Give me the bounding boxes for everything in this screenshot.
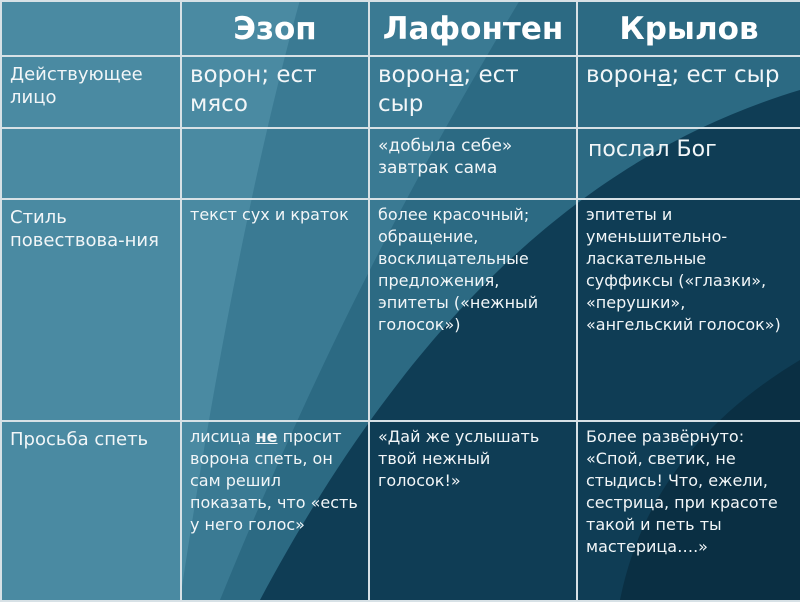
krylov-character-underlined-ending: а (657, 62, 672, 88)
cell-lafontaine-character (369, 56, 577, 128)
header-row (1, 1, 800, 56)
cell-krylov-style: эпитеты и уменьшительно-ласкательные суффиксы («глазки», «перушки», «ангельский голосок») (577, 199, 800, 421)
lafontaine-character-underlined-ending: а (449, 62, 464, 88)
header-aesop: Эзоп (181, 1, 369, 56)
header-lafontaine: Лафонтен (369, 1, 577, 56)
cell-aesop-source (181, 128, 369, 199)
row-request (1, 421, 800, 601)
row-style (1, 199, 800, 421)
aesop-request-text-a: лисица (190, 427, 256, 446)
cell-lafontaine-style: более красочный; обращение, восклицательные предложения, эпитеты («нежный голосок») (369, 199, 577, 421)
header-empty-cell (1, 1, 181, 56)
row-label-character: Действующее лицо (1, 56, 181, 128)
row-label-source (1, 128, 181, 199)
row-character (1, 56, 800, 128)
cell-aesop-style: текст сух и краток (181, 199, 369, 421)
krylov-source-text: послал Бог (588, 137, 717, 162)
header-krylov: Крылов (577, 1, 800, 56)
cell-krylov-request: Более развёрнуто: «Спой, светик, не стыдись! Что, ежели, сестрица, при красоте такой и петь ты мастерица….» (577, 421, 800, 601)
cell-aesop-character: ворон; ест мясо (181, 56, 369, 128)
aesop-request-text-b: просит ворона спеть, он сам решил показать, что «есть у него голос» (190, 427, 358, 534)
row-label-style: Стиль повествова-ния (1, 199, 181, 421)
krylov-character-text-b: ; ест сыр (671, 62, 780, 88)
lafontaine-character-text-a: ворон (378, 62, 450, 88)
cell-lafontaine-source: «добыла себе» завтрак сама (369, 128, 577, 199)
lafontaine-character-text-b: ; ест сыр (378, 62, 519, 117)
cell-krylov-source (577, 128, 800, 199)
cell-lafontaine-request: «Дай же услышать твой нежный голосок!» (369, 421, 577, 601)
row-source (1, 128, 800, 199)
aesop-request-emphasis: не (255, 427, 278, 446)
cell-krylov-character (577, 56, 800, 128)
krylov-character-text-a: ворон (586, 62, 658, 88)
cell-aesop-request (181, 421, 369, 601)
row-label-request: Просьба спеть (1, 421, 181, 601)
